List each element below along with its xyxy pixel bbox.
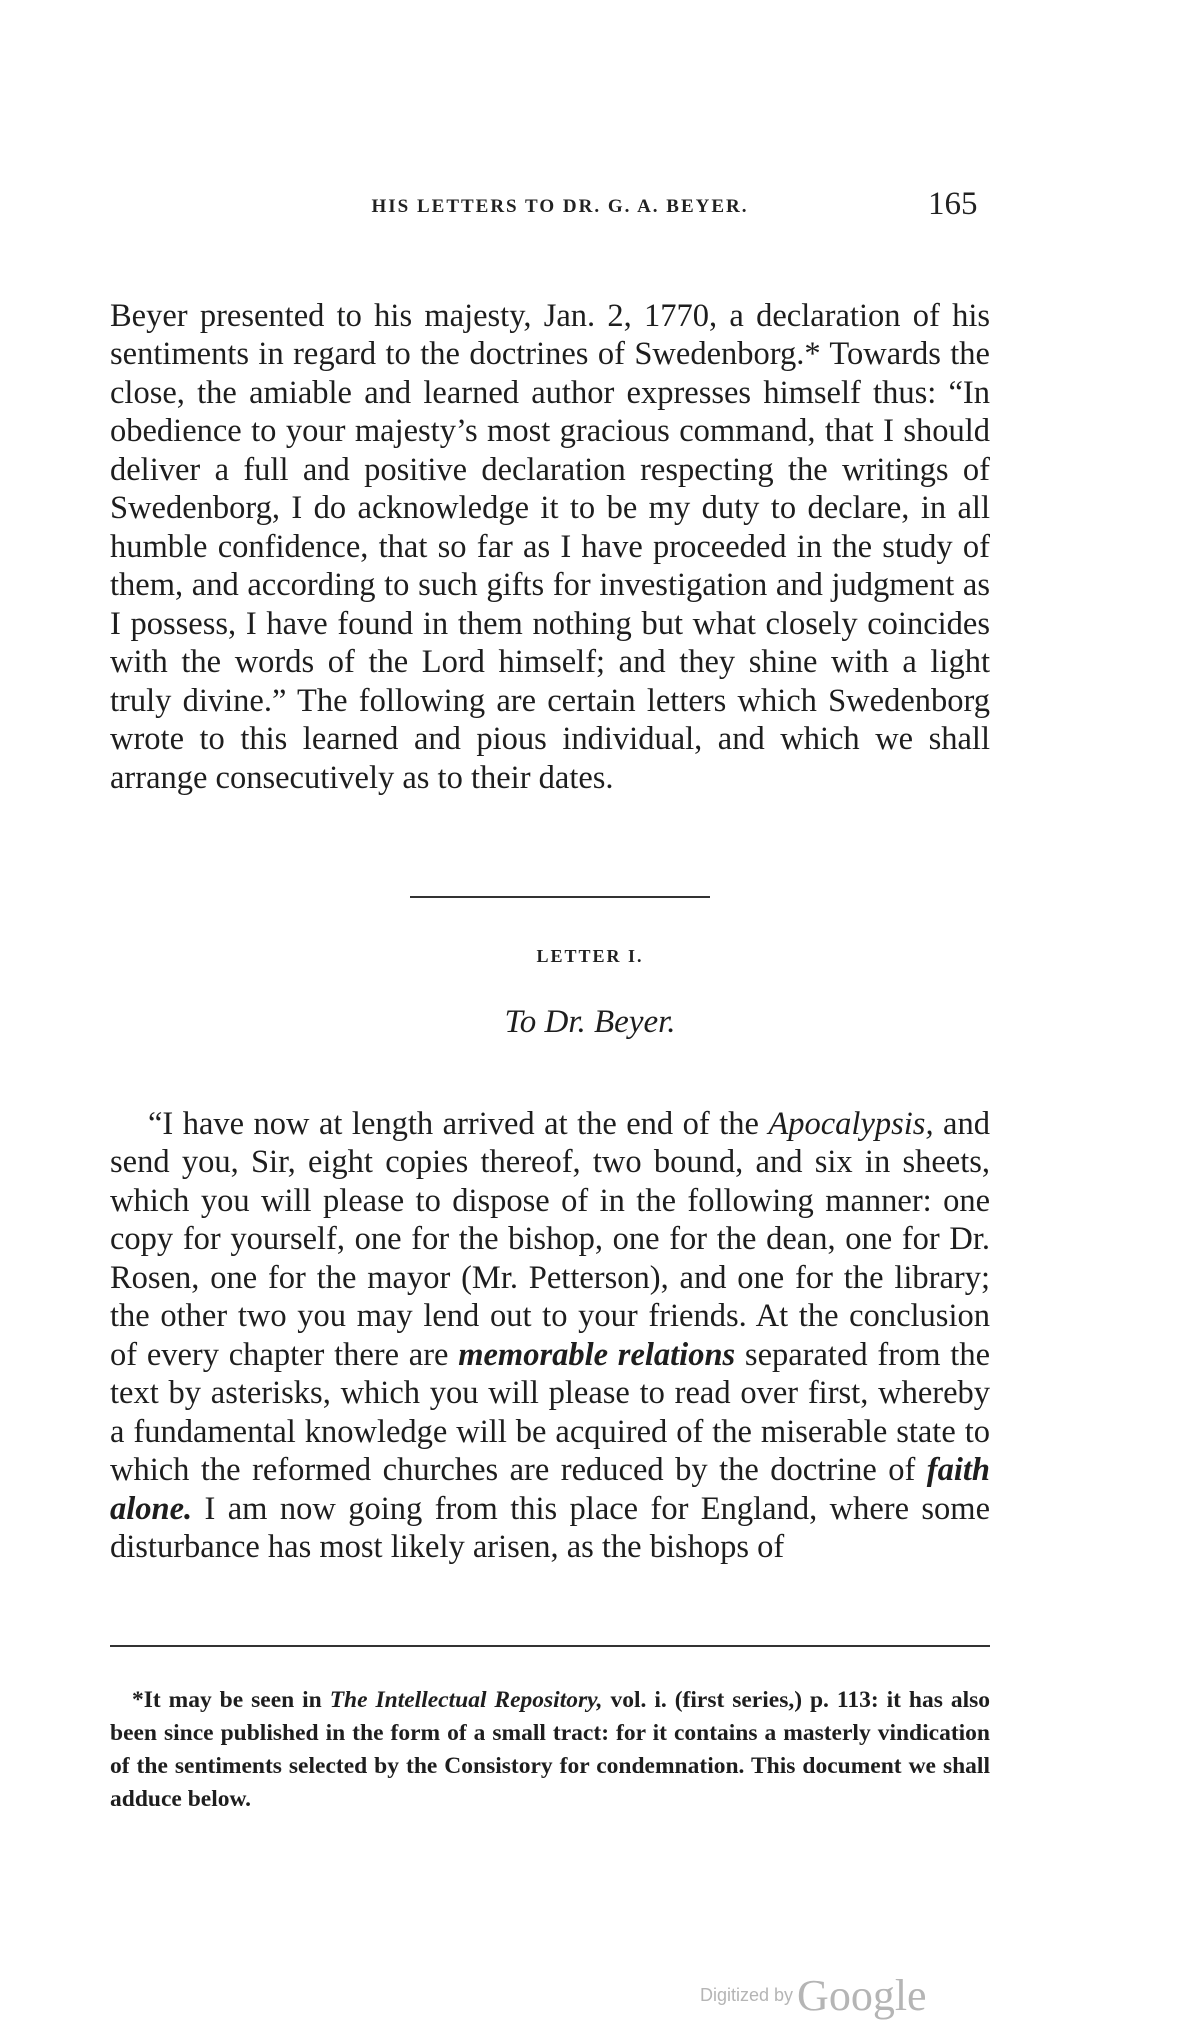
footnote [110,1684,990,1816]
letter-italic-faith-alone: faith alone. [110,1452,990,1527]
paragraph-intro-text: Beyer presented to his majesty, Jan. 2, 1770, a declaration of his sentiments in regard to the doctrines of Swedenborg.* Towards the close, the amiable and learned author expresses himself thus: “In obedience to your majesty’s most gracious command, that I should deliver a full and positive declaration respecting the writings of Swedenborg, I do acknowledge it to be my duty to declare, in all humble confidence, that so far as I have proceeded in the study of them, and according to such gifts for investigation and judgment as I possess, I have found in them nothing but what closely coincides with the words of the Lord himself; and they shine with a light truly divine.” The following are certain letters which Swedenborg wrote to this learned and pious individual, and which we shall arrange consecutively as to their dates. [110,297,990,796]
letter-text-4: I am now going from this place for England, where some disturbance has most likely arisen, as the bishops of [110,1490,990,1565]
section-divider [410,896,710,898]
letter-italic-apocalypsis: Apocalypsis, [768,1105,934,1142]
letter-text-1: “I have now at length arrived at the end of the [148,1105,769,1142]
footnote-text-1: *It may be seen in [132,1686,330,1713]
letter-italic-memorable-relations: memorable relations [458,1336,736,1373]
footnote-text-2: vol. i. (first series,) p. 113: it has also been since published in the form of a small tract: for it contains a masterly vindication of the sentiments selected by the Consistory for condemnation. This document we shall adduce below. [110,1686,990,1812]
footnote-italic-title: The Intellectual Repository, [329,1686,603,1713]
digitized-watermark [700,1970,1000,2030]
letter-text-3: separated from the text by asterisks, which you will please to read over first, whereby a fundamental knowledge will be acquired of the miserable state to which the reformed churches are reduced by the doctrine of [110,1336,990,1488]
digitized-by-label: Digitized by [700,1985,794,2005]
letter-heading: LETTER I. [536,946,644,966]
letter-text-2: and send you, Sir, eight copies thereof, two bound, and six in sheets, which you will please to dispose of in the following manner: one copy for yourself, one for the bishop, one for the dean, one for Dr. Rosen, one for the mayor (Mr. Petterson), and one for the library; the other two you may lend out to your friends. At the conclusion of every chapter there are [110,1105,990,1373]
footnote-rule [110,1645,990,1647]
running-head: HIS LETTERS TO DR. G. A. BEYER. [371,196,749,217]
google-logo: Google [797,1971,927,2020]
paragraph-letter [110,1105,990,1567]
page-number: 165 [928,186,978,222]
paragraph-intro [110,297,990,798]
letter-salutation: To Dr. Beyer. [504,1004,676,1040]
